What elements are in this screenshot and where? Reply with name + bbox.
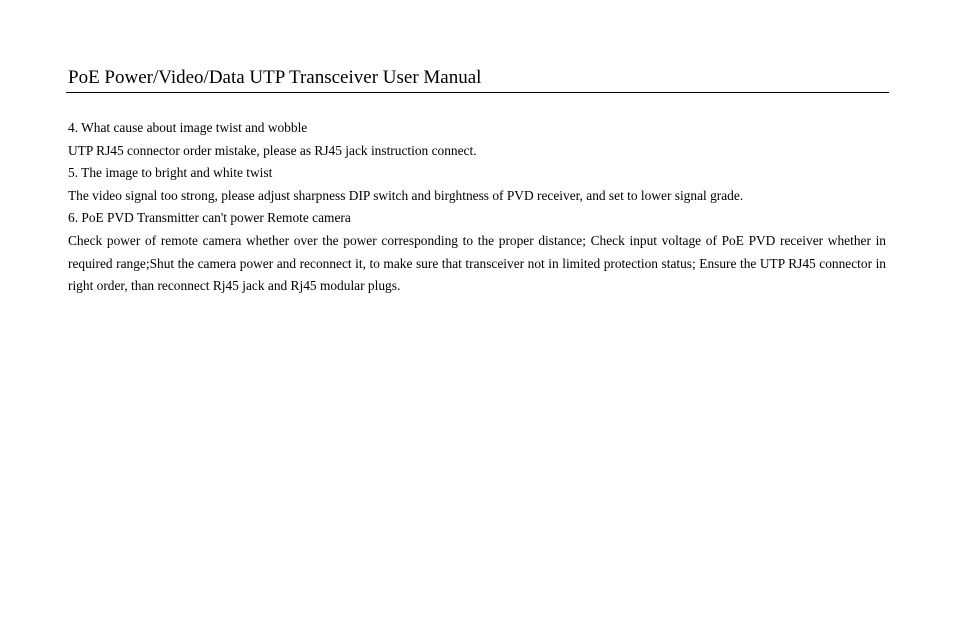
faq-question-5: 5. The image to bright and white twist	[68, 165, 273, 181]
faq-answer-4: UTP RJ45 connector order mistake, please as RJ45 jack instruction connect.	[68, 142, 477, 158]
faq-question-4: 4. What cause about image twist and wobble	[68, 120, 308, 135]
page-title: PoE Power/Video/Data UTP Transceiver User Manual	[68, 67, 482, 88]
header-divider	[66, 92, 889, 93]
faq-question-6: 6. PoE PVD Transmitter can't power Remote camera	[68, 210, 351, 226]
faq-answer-6: Check power of remote camera whether over the power corresponding to the proper distance; Check input voltage of PoE PVD receiver whether in required range;Shut the camera power and reconnect it, to make sure that transceiver not in limited protection status; Ensure the UTP RJ45 connector in right order, than reconnect Rj45 jack and Rj45 modular plugs.	[68, 232, 886, 294]
faq-section	[68, 117, 886, 298]
faq-answer-5: The video signal too strong, please adjust sharpness DIP switch and birghtness of PVD receiver, and set to lower signal grade.	[68, 187, 744, 203]
